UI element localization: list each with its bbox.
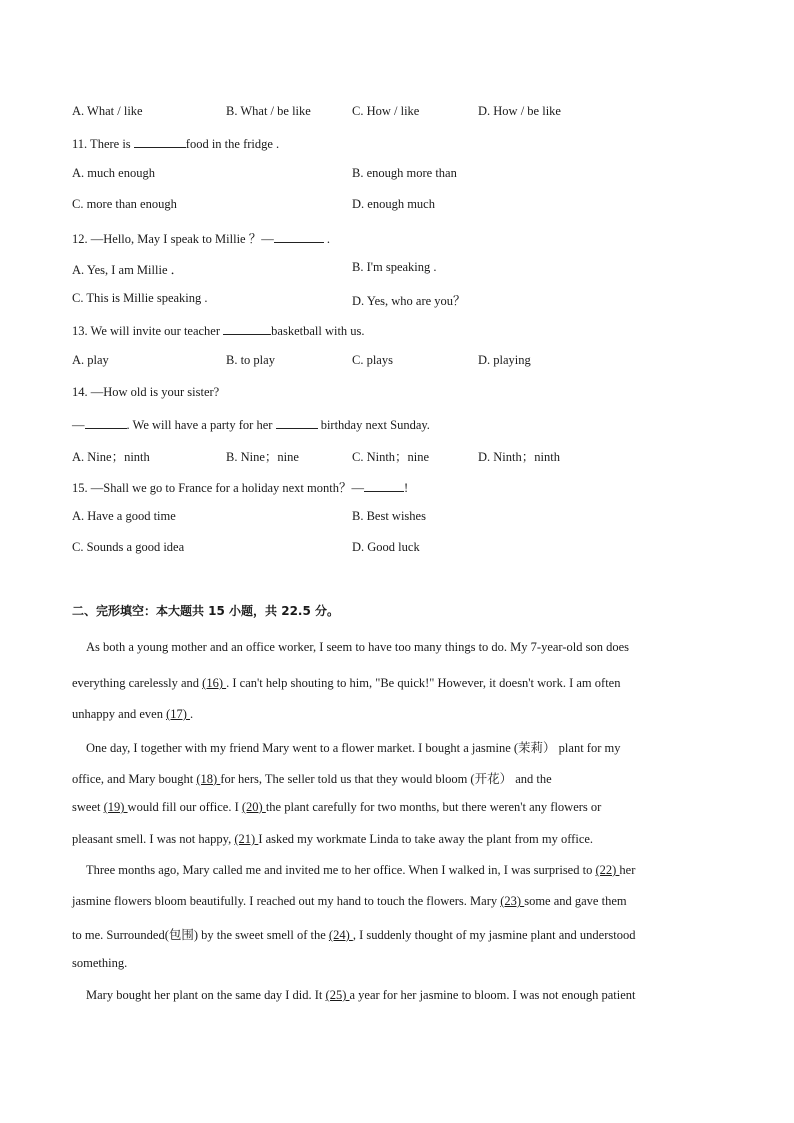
passage-text: Three months ago, Mary called me and invited me to her office. When I walked in, I was surprised to bbox=[86, 863, 596, 877]
q14-option-b: B. Nine；nine bbox=[226, 450, 299, 464]
q12-stem-post: . bbox=[323, 232, 330, 246]
q12-option-a: A. Yes, I am Millie ． bbox=[72, 263, 184, 277]
passage-text: some and gave them bbox=[524, 894, 627, 908]
q14-dash: — bbox=[72, 418, 85, 432]
q10-option-c: C. How / like bbox=[352, 104, 420, 118]
blank-17: (17) bbox=[166, 707, 191, 721]
blank-19: (19) bbox=[103, 800, 128, 814]
q14-option-a: A. Nine；ninth bbox=[72, 450, 150, 464]
blank-21: (21) bbox=[234, 832, 259, 846]
q13-option-d: D. playing bbox=[478, 353, 531, 367]
q14-line2-mid: . We will have a party for her bbox=[126, 418, 276, 432]
passage-text: sweet bbox=[72, 800, 104, 814]
q10-option-a: A. What / like bbox=[72, 104, 143, 118]
passage-text: Mary bought her plant on the same day I did. It bbox=[86, 988, 326, 1002]
passage-text: to me. Surrounded(包围) by the sweet smell of the bbox=[72, 928, 329, 942]
passage-line-3 bbox=[72, 707, 193, 722]
passage-line-11: something. bbox=[72, 956, 128, 970]
blank-23: (23) bbox=[500, 894, 525, 908]
q15-option-b: B. Best wishes bbox=[352, 509, 426, 523]
passage-text: unhappy and even bbox=[72, 707, 167, 721]
q11-option-c: C. more than enough bbox=[72, 197, 177, 211]
q14-option-c: C. Ninth；nine bbox=[352, 450, 430, 464]
q15-stem bbox=[72, 478, 408, 496]
q13-stem bbox=[72, 322, 365, 339]
passage-line-9 bbox=[72, 894, 627, 909]
q15-option-c: C. Sounds a good idea bbox=[72, 540, 185, 554]
passage-line-12 bbox=[86, 988, 636, 1003]
passage-text: office, and Mary bought bbox=[72, 772, 197, 786]
blank-22: (22) bbox=[595, 863, 620, 877]
q11-stem-pre: 11. There is bbox=[72, 137, 134, 151]
q12-option-c: C. This is Millie speaking . bbox=[72, 291, 208, 305]
q15-option-d: D. Good luck bbox=[352, 540, 420, 554]
q14-line2 bbox=[72, 416, 430, 433]
q14-option-d: D. Ninth；ninth bbox=[478, 450, 560, 464]
blank-18: (18) bbox=[196, 772, 221, 786]
q10-option-d: D. How / be like bbox=[478, 104, 561, 118]
passage-line-5 bbox=[72, 769, 552, 787]
section-title-cloze: 二、完形填空：本大题共 15 小题，共 22.5 分。 bbox=[72, 604, 340, 618]
passage-text: . I can't help shouting to him, "Be quick!" However, it doesn't work. I am often bbox=[226, 676, 621, 690]
passage-line-8 bbox=[86, 863, 635, 878]
passage-text: , I suddenly thought of my jasmine plant and understood bbox=[352, 928, 636, 942]
q12-blank bbox=[274, 230, 324, 243]
passage-line-7 bbox=[72, 832, 593, 847]
passage-text: I asked my workmate Linda to take away the plant from my office. bbox=[258, 832, 594, 846]
q12-stem bbox=[72, 229, 330, 247]
blank-20: (20) bbox=[241, 800, 266, 814]
q10-option-b: B. What / be like bbox=[226, 104, 311, 118]
passage-line-4: One day, I together with my friend Mary went to a flower market. I bought a jasmine (茉莉） plant for my bbox=[86, 741, 621, 755]
passage-text: her bbox=[619, 863, 636, 877]
passage-text: the plant carefully for two months, but there weren't any flowers or bbox=[265, 800, 602, 814]
passage-text: pleasant smell. I was not happy, bbox=[72, 832, 235, 846]
passage-line-6 bbox=[72, 800, 601, 815]
q15-blank bbox=[364, 479, 404, 492]
q14-line2-post: birthday next Sunday. bbox=[317, 418, 430, 432]
q13-stem-pre: 13. We will invite our teacher bbox=[72, 324, 224, 338]
q13-stem-post: basketball with us. bbox=[271, 324, 365, 338]
q12-stem-pre: 12. —Hello, May I speak to Millie ？— bbox=[72, 232, 274, 246]
q13-option-b: B. to play bbox=[226, 353, 275, 367]
q13-blank bbox=[223, 322, 271, 335]
q14-blank-1 bbox=[85, 416, 127, 429]
passage-text: would fill our office. I bbox=[127, 800, 242, 814]
passage-line-2 bbox=[72, 676, 620, 691]
q11-option-b: B. enough more than bbox=[352, 166, 457, 180]
passage-text: everything carelessly and bbox=[72, 676, 203, 690]
passage-text: a year for her jasmine to bloom. I was not enough patient bbox=[349, 988, 636, 1002]
q12-option-b: B. I'm speaking . bbox=[352, 260, 437, 274]
passage-line-1: As both a young mother and an office worker, I seem to have too many things to do. My 7-year-old son does bbox=[86, 640, 629, 654]
q14-stem: 14. —How old is your sister? bbox=[72, 385, 220, 399]
q11-stem-post: food in the fridge . bbox=[185, 137, 280, 151]
q15-stem-post: ! bbox=[403, 481, 409, 495]
q11-stem bbox=[72, 135, 279, 152]
passage-text: for hers, The seller told us that they would bloom (开花） and the bbox=[220, 772, 552, 786]
blank-16: (16) bbox=[202, 676, 227, 690]
blank-24: (24) bbox=[328, 928, 353, 942]
q11-blank bbox=[134, 135, 186, 148]
q15-stem-pre: 15. —Shall we go to France for a holiday next month？— bbox=[72, 481, 364, 495]
q13-option-c: C. plays bbox=[352, 353, 393, 367]
q15-option-a: A. Have a good time bbox=[72, 509, 176, 523]
passage-text: . bbox=[190, 707, 194, 721]
q11-option-d: D. enough much bbox=[352, 197, 435, 211]
q11-option-a: A. much enough bbox=[72, 166, 155, 180]
q14-blank-2 bbox=[276, 416, 318, 429]
passage-text: jasmine flowers bloom beautifully. I reached out my hand to touch the flowers. Mary bbox=[72, 894, 501, 908]
blank-25: (25) bbox=[325, 988, 350, 1002]
q12-option-d: D. Yes, who are you？ bbox=[352, 294, 466, 308]
q13-option-a: A. play bbox=[72, 353, 109, 367]
passage-line-10 bbox=[72, 925, 635, 943]
